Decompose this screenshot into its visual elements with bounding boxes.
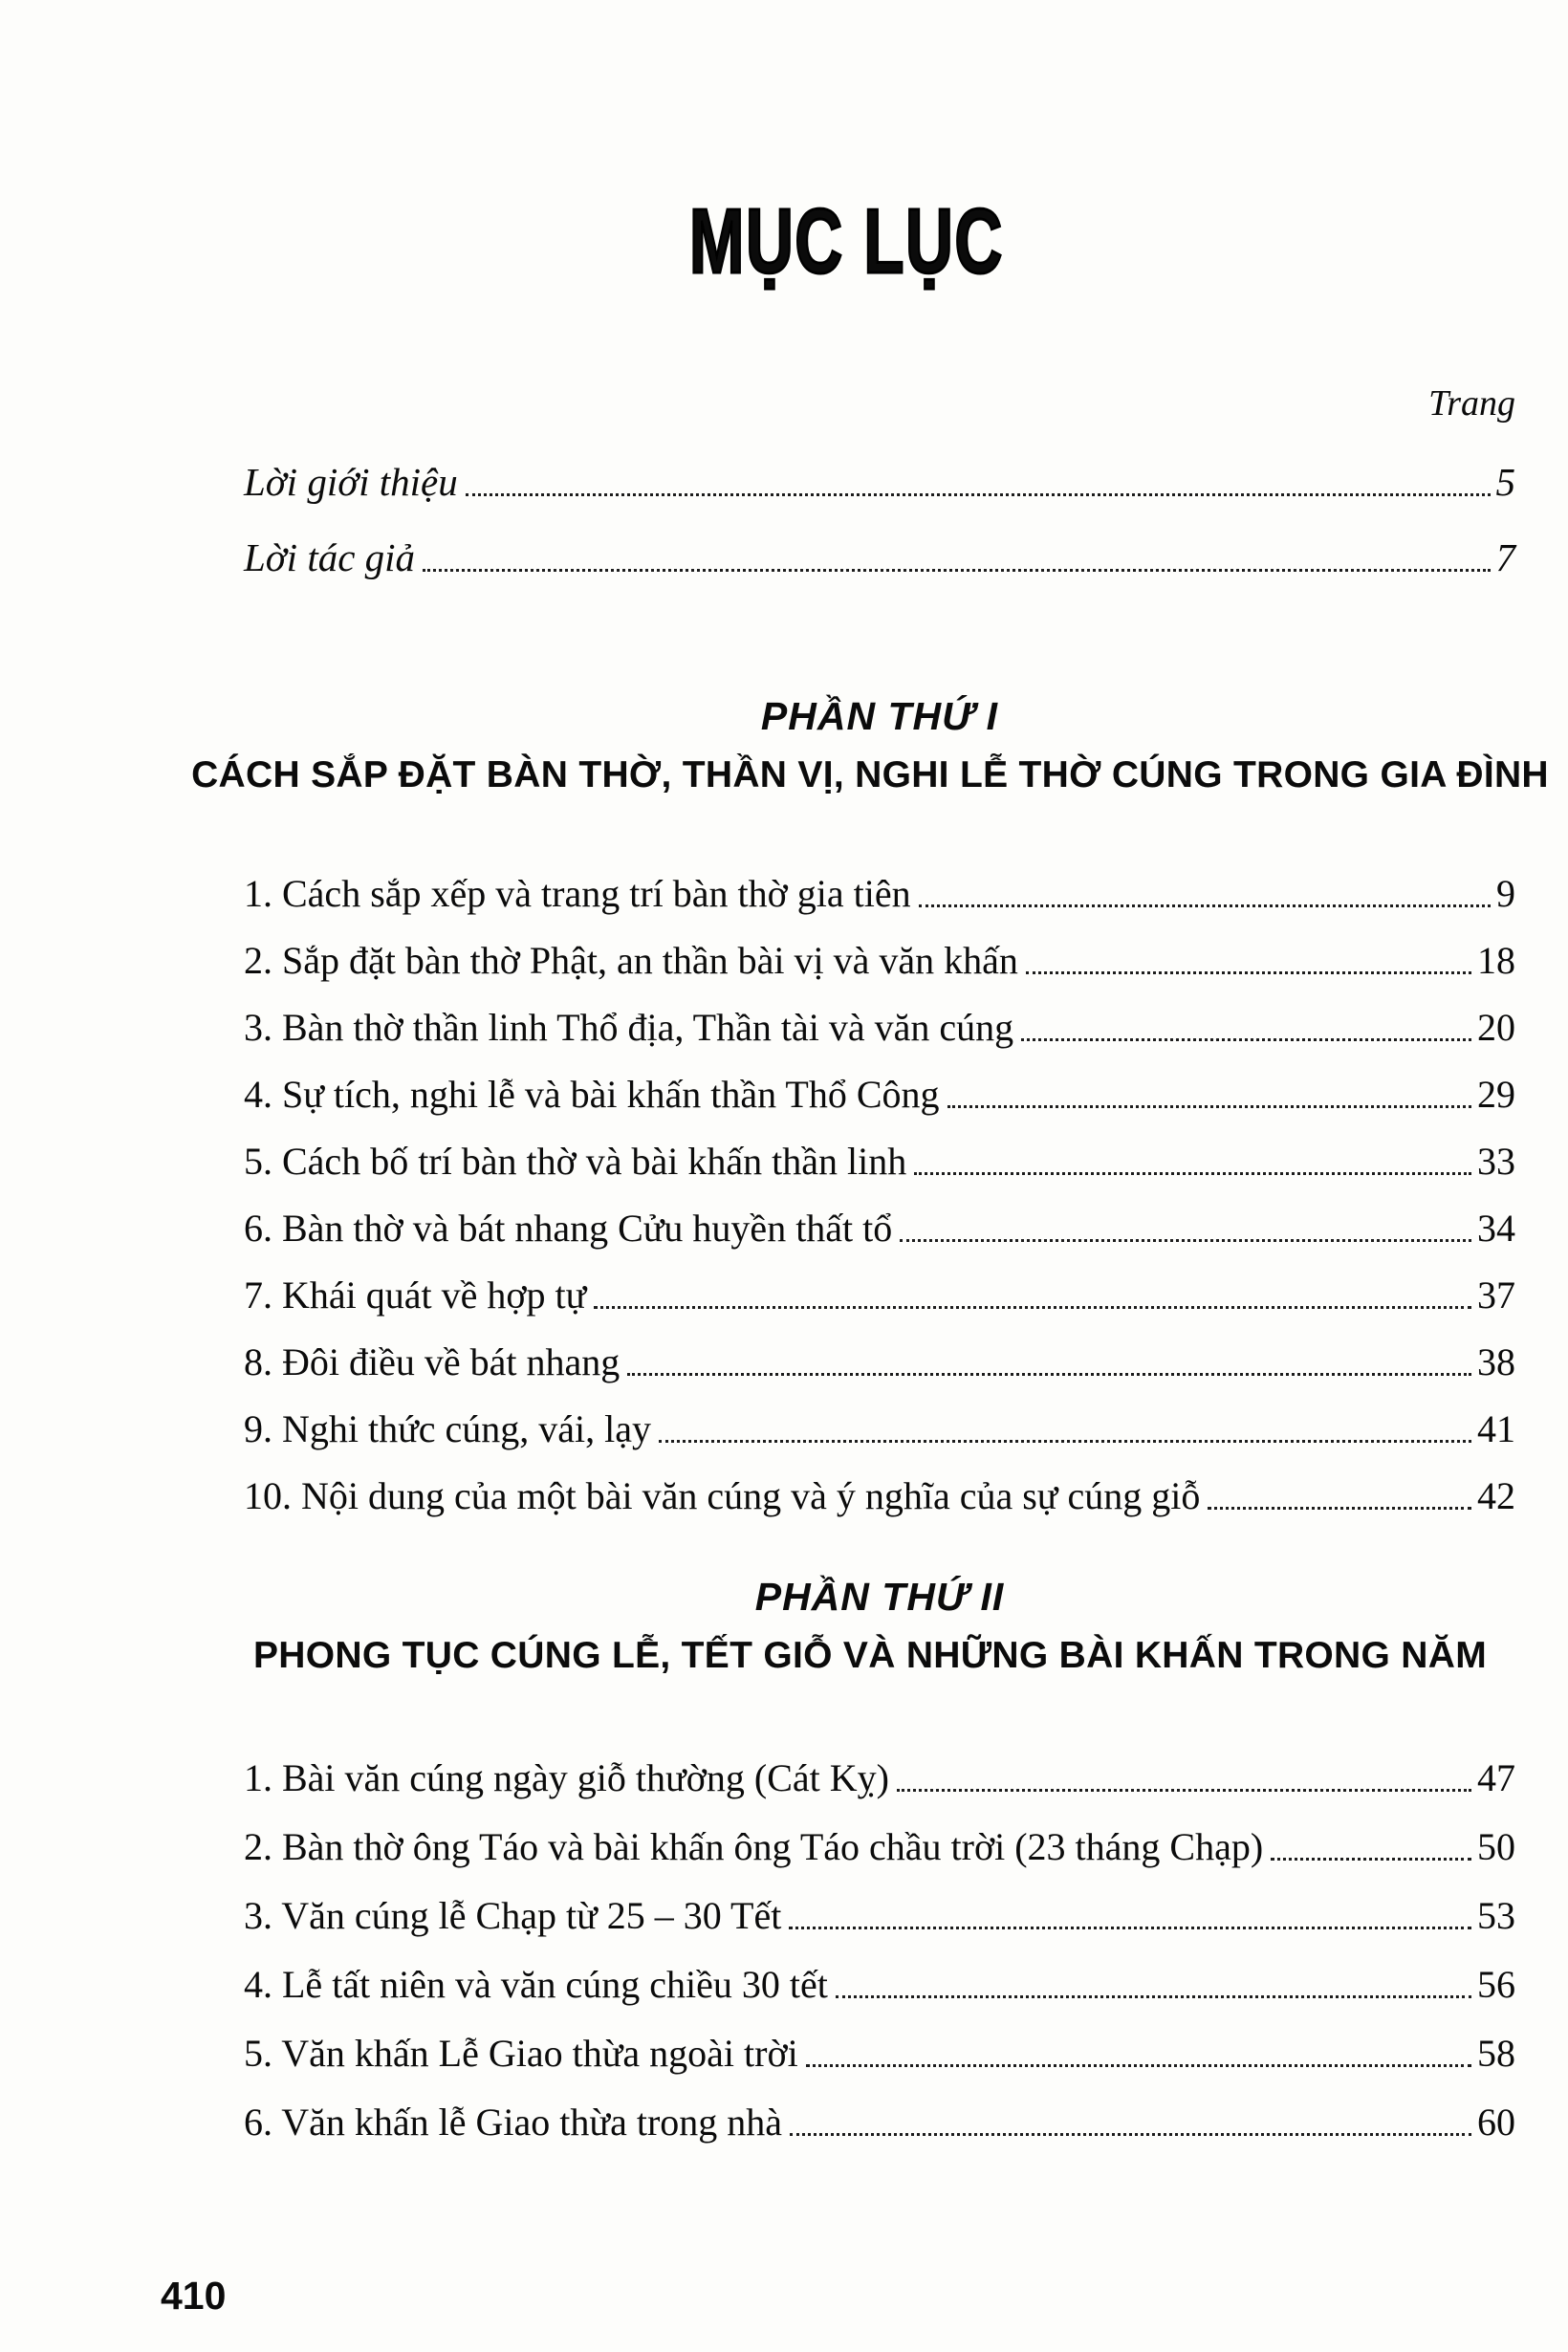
dot-leader	[947, 1105, 1471, 1108]
toc-entry-page: 37	[1477, 1274, 1515, 1318]
dot-leader	[806, 2064, 1471, 2067]
dot-leader	[423, 569, 1490, 572]
toc-entry-page: 42	[1477, 1474, 1515, 1518]
toc-entry-label: Lời tác giả	[244, 535, 416, 580]
dot-leader	[659, 1440, 1471, 1443]
toc-entry	[244, 1893, 1515, 1939]
dot-leader	[466, 493, 1491, 496]
toc-entry	[244, 1206, 1515, 1252]
toc-entry	[244, 1005, 1515, 1051]
toc-entry-page: 50	[1477, 1825, 1515, 1869]
toc-entry-page: 9	[1496, 872, 1515, 916]
toc-entry	[244, 1406, 1515, 1452]
toc-entry	[244, 1072, 1515, 1118]
toc-entry-page: 56	[1477, 1963, 1515, 2007]
toc-entry-label: 2. Sắp đặt bàn thờ Phật, an thần bài vị và văn khấn	[244, 939, 1018, 983]
dot-leader	[1021, 1038, 1471, 1041]
toc-entry-page: 7	[1495, 535, 1515, 580]
toc-entry	[244, 1139, 1515, 1185]
toc-entry-label: 3. Văn cúng lễ Chạp từ 25 – 30 Tết	[244, 1894, 782, 1938]
dot-leader	[789, 1927, 1471, 1929]
toc-entry	[244, 1339, 1515, 1385]
toc-entry-label: 5. Văn khấn Lễ Giao thừa ngoài trời	[244, 2032, 798, 2076]
toc-entry-page: 58	[1477, 2032, 1515, 2076]
toc-entry-label: 9. Nghi thức cúng, vái, lạy	[244, 1407, 652, 1451]
dot-leader	[1208, 1507, 1471, 1510]
toc-section-part-2	[244, 1575, 1515, 2145]
toc-entry	[244, 938, 1515, 984]
toc-entry-page: 29	[1477, 1073, 1515, 1117]
toc-entry-label: 2. Bàn thờ ông Táo và bài khấn ông Táo chầu trời (23 tháng Chạp)	[244, 1825, 1264, 1869]
folio-page-number: 410	[161, 2274, 227, 2318]
toc-entry-list	[244, 871, 1515, 1519]
toc-entry-label: 4. Sự tích, nghi lễ và bài khấn thần Thổ Công	[244, 1073, 940, 1117]
part-label: PHẦN THỨ I	[760, 694, 999, 739]
part-title: CÁCH SẮP ĐẶT BÀN THỜ, THẦN VỊ, NGHI LỄ THỜ CÚNG TRONG GIA ĐÌNH	[191, 754, 1549, 796]
front-matter-list	[244, 459, 1515, 581]
toc-entry-page: 34	[1477, 1207, 1515, 1251]
toc-entry	[244, 534, 1515, 581]
toc-entry	[244, 1755, 1515, 1801]
page-title: MỤC LỤC	[688, 190, 1004, 293]
toc-entry-label: 5. Cách bố trí bàn thờ và bài khấn thần linh	[244, 1140, 907, 1184]
dot-leader	[594, 1306, 1471, 1309]
toc-entry-label: 4. Lễ tất niên và văn cúng chiều 30 tết	[244, 1963, 828, 2007]
part-label: PHẦN THỨ II	[754, 1575, 1005, 1620]
dot-leader	[897, 1789, 1471, 1792]
toc-entry-label: 1. Cách sắp xếp và trang trí bàn thờ gia tiên	[244, 872, 911, 916]
toc-entry	[244, 2031, 1515, 2077]
toc-entry	[244, 1273, 1515, 1318]
toc-entry	[244, 459, 1515, 506]
toc-entry-page: 5	[1495, 460, 1515, 504]
toc-entry-label: 8. Đôi điều về bát nhang	[244, 1340, 621, 1384]
toc-entry-label: 6. Văn khấn lễ Giao thừa trong nhà	[244, 2101, 783, 2145]
page-column-header: Trang	[1428, 383, 1515, 424]
dot-leader	[627, 1373, 1471, 1376]
toc-entry-page: 47	[1477, 1756, 1515, 1800]
dot-leader	[790, 2133, 1471, 2136]
toc-entry-list	[244, 1755, 1515, 2145]
toc-entry-label: 7. Khái quát về hợp tự	[244, 1274, 587, 1318]
toc-entry-page: 38	[1477, 1340, 1515, 1384]
dot-leader	[1271, 1858, 1471, 1861]
toc-entry-label: 1. Bài văn cúng ngày giỗ thường (Cát Kỵ)	[244, 1756, 889, 1800]
toc-entry-page: 60	[1477, 2101, 1515, 2145]
toc-entry-label: Lời giới thiệu	[244, 460, 458, 504]
toc-entry-page: 20	[1477, 1006, 1515, 1050]
toc-section-part-1	[191, 694, 1549, 1519]
dot-leader	[836, 1995, 1471, 1998]
toc-entry-label: 3. Bàn thờ thần linh Thổ địa, Thần tài và văn cúng	[244, 1006, 1014, 1050]
title-container	[177, 0, 1515, 294]
dot-leader	[900, 1239, 1471, 1242]
toc-entry-page: 18	[1477, 939, 1515, 983]
toc-entry-page: 41	[1477, 1407, 1515, 1451]
dot-leader	[914, 1172, 1471, 1175]
toc-entry	[244, 871, 1515, 917]
toc-entry-page: 33	[1477, 1140, 1515, 1184]
toc-entry	[244, 1962, 1515, 2008]
toc-entry	[244, 1824, 1515, 1870]
part-title: PHONG TỤC CÚNG LỄ, TẾT GIỖ VÀ NHỮNG BÀI KHẤN TRONG NĂM	[252, 1635, 1488, 1677]
toc-entry	[244, 1473, 1515, 1519]
toc-entry-page: 53	[1477, 1894, 1515, 1938]
toc-entry	[244, 2100, 1515, 2145]
dot-leader	[1026, 971, 1471, 974]
dot-leader	[919, 904, 1491, 907]
toc-entry-label: 10. Nội dung của một bài văn cúng và ý nghĩa của sự cúng giỗ	[244, 1474, 1201, 1518]
toc-entry-label: 6. Bàn thờ và bát nhang Cửu huyền thất tổ	[244, 1207, 893, 1251]
